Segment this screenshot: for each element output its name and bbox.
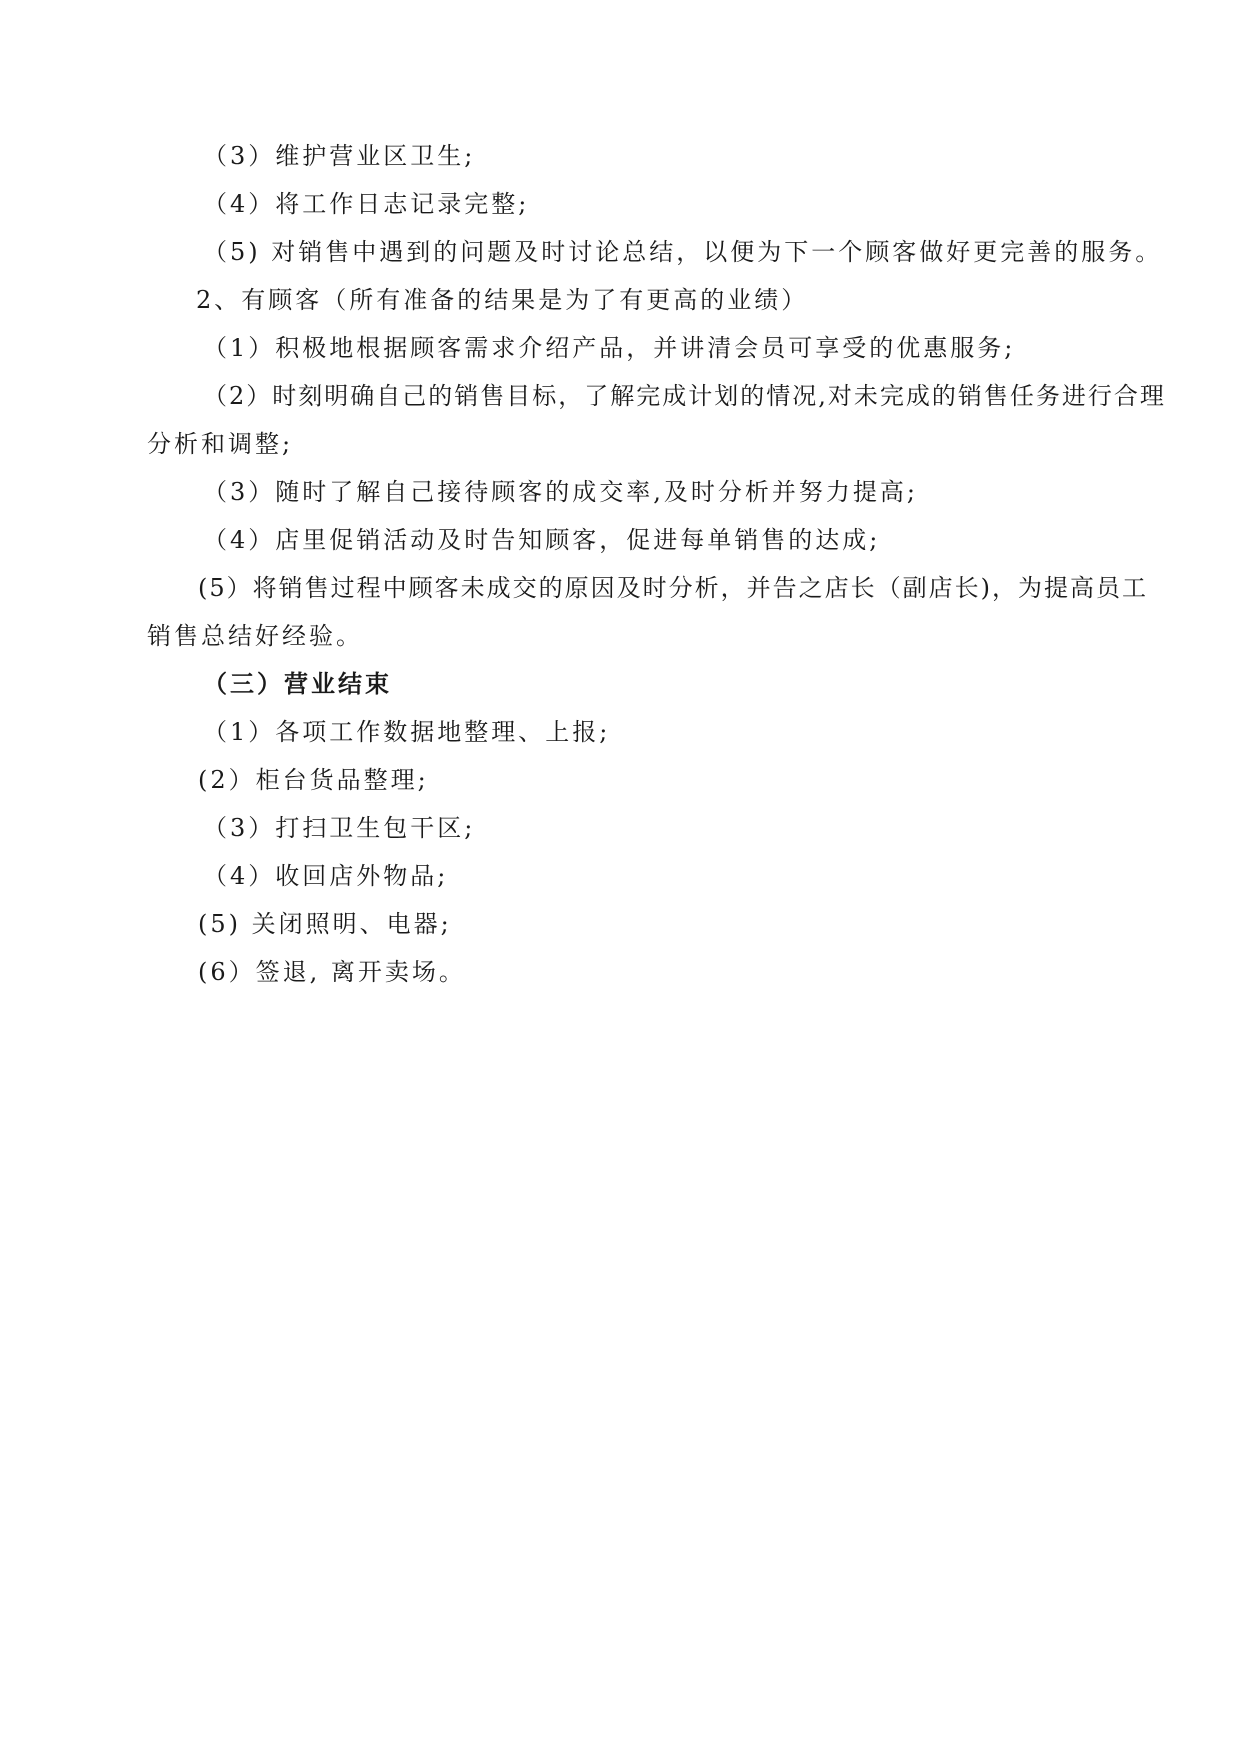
list-item-turn-off-lights: (5) 关闭照明、电器; [198,910,452,938]
list-item-sales-target: （2）时刻明确自己的销售目标，了解完成计划的情况,对未完成的销售任务进行合理 [203,382,1166,410]
list-item-work-log: （4）将工作日志记录完整; [203,190,530,218]
list-item-discuss-problems: （5) 对销售中遇到的问题及时讨论总结，以便为下一个顾客做好更完善的服务。 [203,238,1163,266]
list-item-sign-out: (6）签退, 离开卖场。 [198,958,466,986]
list-item-sales-target-continued: 分析和调整; [147,430,294,458]
list-item-report-data: （1）各项工作数据地整理、上报; [203,718,611,746]
list-item-clean-area: （3）打扫卫生包干区; [203,814,476,842]
list-item-retrieve-items: （4）收回店外物品; [203,862,449,890]
section-heading-with-customers: 2、有顾客（所有准备的结果是为了有更高的业绩） [196,286,809,314]
list-item-analyze-failed-deals-continued: 销售总结好经验。 [147,622,363,650]
list-item-conversion-rate: （3）随时了解自己接待顾客的成交率,及时分析并努力提高; [203,478,918,506]
list-item-maintain-hygiene: （3）维护营业区卫生; [203,142,476,170]
list-item-arrange-goods: (2）柜台货品整理; [198,766,429,794]
list-item-introduce-products: （1）积极地根据顾客需求介绍产品，并讲清会员可享受的优惠服务; [203,334,1016,362]
section-heading-closing: （三）营业结束 [203,669,392,698]
list-item-analyze-failed-deals: (5）将销售过程中顾客未成交的原因及时分析，并告之店长（副店长)，为提高员工 [198,574,1148,602]
list-item-promotions: （4）店里促销活动及时告知顾客，促进每单销售的达成; [203,526,881,554]
